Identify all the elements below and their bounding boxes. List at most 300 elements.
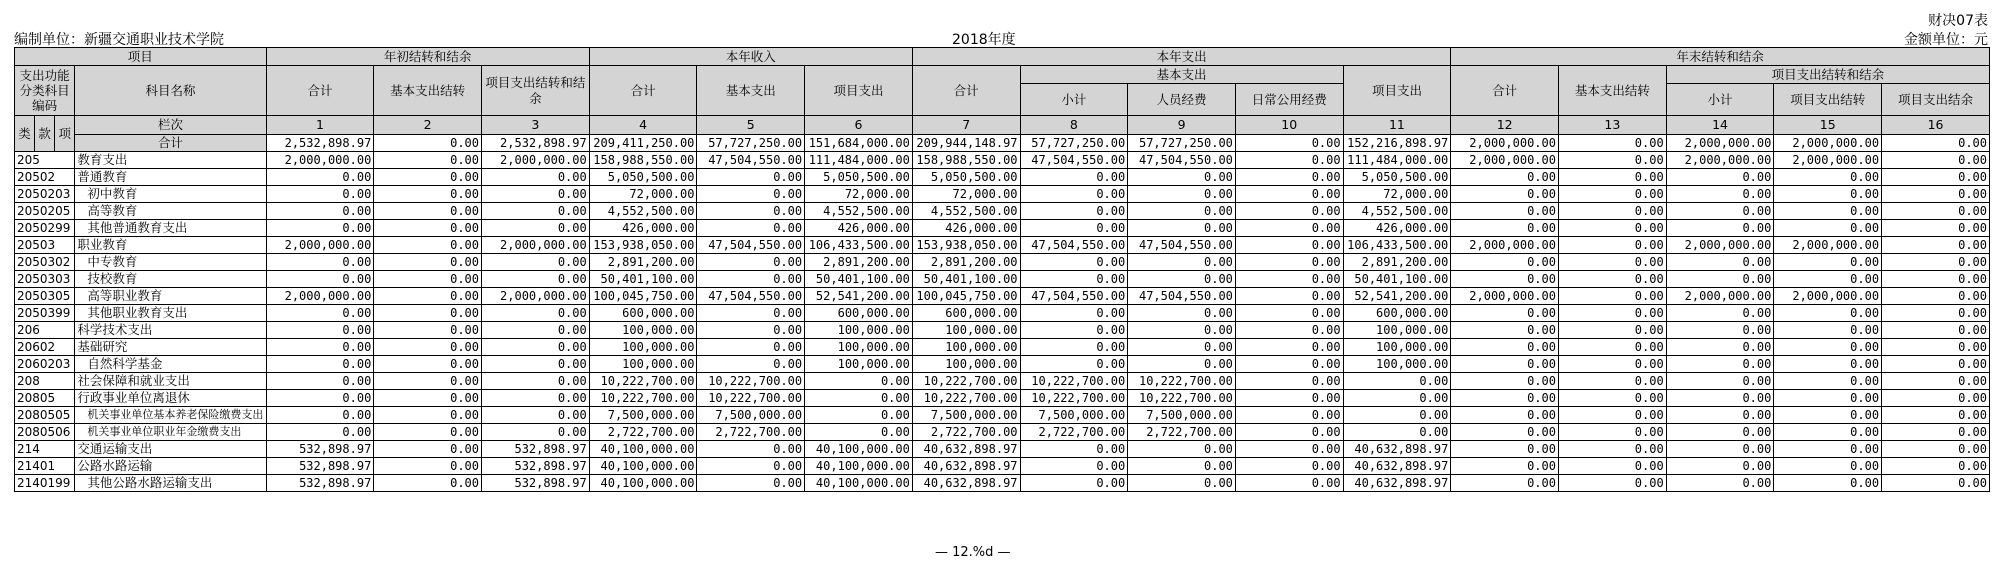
row-value: 0.00	[1451, 373, 1559, 390]
amount-unit: 金额单位：元	[1904, 32, 1988, 48]
row-value: 0.00	[374, 458, 482, 475]
row-code: 2140199	[15, 475, 75, 492]
row-value: 40,632,898.97	[912, 441, 1020, 458]
row-value: 10,222,700.00	[1128, 390, 1236, 407]
row-value: 2,000,000.00	[266, 288, 374, 305]
total-cell: 2,000,000.00	[1774, 135, 1882, 152]
row-value: 0.00	[1558, 152, 1666, 169]
row-code: 20502	[15, 169, 75, 186]
row-value: 2,722,700.00	[1020, 424, 1128, 441]
row-value: 600,000.00	[1343, 305, 1451, 322]
table-row	[15, 424, 1990, 441]
row-code: 20503	[15, 237, 75, 254]
col-end-proj-carry: 项目支出结转	[1774, 84, 1882, 116]
row-value: 2,000,000.00	[1666, 288, 1774, 305]
row-value: 0.00	[374, 407, 482, 424]
row-value: 0.00	[1774, 169, 1882, 186]
row-name: 行政事业单位离退休	[75, 390, 266, 407]
row-code: 2060203	[15, 356, 75, 373]
row-value: 5,050,500.00	[912, 169, 1020, 186]
table-row	[15, 203, 1990, 220]
row-value: 40,632,898.97	[1343, 475, 1451, 492]
row-value: 2,000,000.00	[1774, 152, 1882, 169]
row-code: 2050302	[15, 254, 75, 271]
row-value: 40,100,000.00	[805, 441, 913, 458]
row-value: 0.00	[1020, 322, 1128, 339]
row-value: 111,484,000.00	[1343, 152, 1451, 169]
row-value: 0.00	[266, 424, 374, 441]
row-name: 社会保障和就业支出	[75, 373, 266, 390]
row-value: 0.00	[1020, 356, 1128, 373]
table-row	[15, 152, 1990, 169]
col-number: 3	[482, 116, 590, 135]
row-value: 47,504,550.00	[697, 152, 805, 169]
row-value: 100,000.00	[805, 322, 913, 339]
row-value: 0.00	[266, 271, 374, 288]
row-value: 0.00	[1882, 220, 1990, 237]
row-value: 0.00	[1128, 475, 1236, 492]
table-row	[15, 186, 1990, 203]
row-name: 高等职业教育	[75, 288, 266, 305]
row-value: 0.00	[697, 339, 805, 356]
row-code: 2050299	[15, 220, 75, 237]
row-name: 其他公路水路运输支出	[75, 475, 266, 492]
row-code: 2050205	[15, 203, 75, 220]
row-value: 0.00	[1451, 441, 1559, 458]
row-code: 206	[15, 322, 75, 339]
row-value: 0.00	[1451, 458, 1559, 475]
row-value: 0.00	[266, 169, 374, 186]
row-code: 2050399	[15, 305, 75, 322]
row-value: 0.00	[482, 271, 590, 288]
row-value: 0.00	[1774, 356, 1882, 373]
row-value: 0.00	[1128, 169, 1236, 186]
row-value: 40,100,000.00	[805, 475, 913, 492]
row-value: 0.00	[1020, 475, 1128, 492]
row-value: 0.00	[374, 254, 482, 271]
row-value: 0.00	[1235, 458, 1343, 475]
row-value: 0.00	[1774, 458, 1882, 475]
row-value: 0.00	[1774, 322, 1882, 339]
row-value: 4,552,500.00	[805, 203, 913, 220]
row-value: 0.00	[374, 169, 482, 186]
org-name: 编制单位：新疆交通职业技术学院	[14, 32, 224, 48]
row-value: 0.00	[1774, 254, 1882, 271]
row-value: 158,988,550.00	[589, 152, 697, 169]
row-value: 0.00	[1451, 305, 1559, 322]
row-value: 0.00	[1235, 475, 1343, 492]
row-value: 600,000.00	[589, 305, 697, 322]
row-value: 0.00	[1882, 305, 1990, 322]
row-value: 0.00	[1558, 305, 1666, 322]
row-value: 106,433,500.00	[805, 237, 913, 254]
row-value: 100,000.00	[805, 339, 913, 356]
row-value: 426,000.00	[912, 220, 1020, 237]
row-name: 机关事业单位职业年金缴费支出	[75, 424, 266, 441]
row-value: 0.00	[1774, 441, 1882, 458]
row-value: 600,000.00	[912, 305, 1020, 322]
row-value: 5,050,500.00	[1343, 169, 1451, 186]
row-value: 100,000.00	[589, 356, 697, 373]
row-value: 40,632,898.97	[912, 458, 1020, 475]
row-value: 0.00	[1666, 186, 1774, 203]
row-value: 153,938,050.00	[589, 237, 697, 254]
row-value: 0.00	[374, 390, 482, 407]
col-number: 13	[1558, 116, 1666, 135]
form-code: 财决07表	[1928, 13, 1988, 29]
row-name: 中专教育	[75, 254, 266, 271]
table-row	[15, 475, 1990, 492]
table-row	[15, 220, 1990, 237]
col-number: 5	[697, 116, 805, 135]
col-end-total: 合计	[1451, 66, 1559, 116]
col-number: 7	[912, 116, 1020, 135]
total-cell: 2,532,898.97	[482, 135, 590, 152]
row-value: 0.00	[482, 322, 590, 339]
row-value: 0.00	[266, 356, 374, 373]
row-value: 7,500,000.00	[912, 407, 1020, 424]
row-value: 2,000,000.00	[482, 288, 590, 305]
row-code: 20602	[15, 339, 75, 356]
row-value: 0.00	[1666, 356, 1774, 373]
row-value: 52,541,200.00	[805, 288, 913, 305]
row-value: 0.00	[1020, 441, 1128, 458]
row-value: 50,401,100.00	[805, 271, 913, 288]
col-lei: 类	[15, 116, 35, 152]
row-value: 0.00	[266, 322, 374, 339]
row-value: 0.00	[697, 186, 805, 203]
total-cell: 2,000,000.00	[1666, 135, 1774, 152]
row-value: 0.00	[1882, 407, 1990, 424]
row-value: 0.00	[1666, 475, 1774, 492]
row-code: 205	[15, 152, 75, 169]
row-value: 47,504,550.00	[1128, 288, 1236, 305]
row-name: 基础研究	[75, 339, 266, 356]
table-row	[15, 390, 1990, 407]
col-lanci: 栏次	[75, 116, 266, 135]
row-value: 0.00	[1451, 356, 1559, 373]
row-value: 0.00	[374, 152, 482, 169]
row-value: 0.00	[1128, 220, 1236, 237]
row-value: 7,500,000.00	[1128, 407, 1236, 424]
row-value: 0.00	[1128, 271, 1236, 288]
col-xiang: 项	[55, 116, 75, 152]
col-number: 2	[374, 116, 482, 135]
row-value: 0.00	[1558, 237, 1666, 254]
row-value: 4,552,500.00	[589, 203, 697, 220]
row-value: 2,722,700.00	[697, 424, 805, 441]
row-value: 2,000,000.00	[1666, 152, 1774, 169]
row-value: 0.00	[374, 373, 482, 390]
row-name: 其他职业教育支出	[75, 305, 266, 322]
total-cell: 57,727,250.00	[1020, 135, 1128, 152]
row-code: 208	[15, 373, 75, 390]
row-value: 2,000,000.00	[1451, 288, 1559, 305]
row-value: 2,000,000.00	[482, 237, 590, 254]
row-value: 0.00	[1558, 407, 1666, 424]
group-income: 本年收入	[589, 48, 912, 66]
row-value: 5,050,500.00	[805, 169, 913, 186]
row-value: 0.00	[1235, 441, 1343, 458]
row-name: 自然科学基金	[75, 356, 266, 373]
row-value: 0.00	[482, 356, 590, 373]
row-value: 0.00	[1128, 356, 1236, 373]
row-name: 技校教育	[75, 271, 266, 288]
col-code: 支出功能分类科目编码	[15, 66, 75, 116]
row-value: 0.00	[374, 203, 482, 220]
row-value: 0.00	[1020, 339, 1128, 356]
row-value: 0.00	[697, 203, 805, 220]
row-value: 0.00	[697, 305, 805, 322]
table-row	[15, 169, 1990, 186]
row-value: 0.00	[1558, 271, 1666, 288]
row-value: 0.00	[1882, 390, 1990, 407]
row-value: 0.00	[697, 356, 805, 373]
row-value: 0.00	[805, 424, 913, 441]
row-value: 0.00	[1666, 339, 1774, 356]
total-cell: 57,727,250.00	[1128, 135, 1236, 152]
row-value: 0.00	[1666, 424, 1774, 441]
row-value: 0.00	[1774, 390, 1882, 407]
row-code: 2050305	[15, 288, 75, 305]
col-beg-proj: 项目支出结转和结余	[482, 66, 590, 116]
row-value: 0.00	[266, 339, 374, 356]
row-value: 0.00	[1882, 458, 1990, 475]
row-value: 0.00	[1882, 356, 1990, 373]
row-value: 0.00	[1235, 152, 1343, 169]
total-cell: 2,000,000.00	[1451, 135, 1559, 152]
row-value: 0.00	[1558, 339, 1666, 356]
row-value: 0.00	[1774, 373, 1882, 390]
row-value: 0.00	[1558, 475, 1666, 492]
row-value: 100,000.00	[805, 356, 913, 373]
row-name: 交通运输支出	[75, 441, 266, 458]
row-value: 47,504,550.00	[1128, 237, 1236, 254]
total-cell: 151,684,000.00	[805, 135, 913, 152]
row-value: 0.00	[1235, 390, 1343, 407]
group-ending: 年末结转和结余	[1451, 48, 1990, 66]
table-row	[15, 373, 1990, 390]
row-value: 0.00	[1558, 373, 1666, 390]
row-value: 0.00	[1882, 424, 1990, 441]
final-accounts-table	[14, 47, 1990, 492]
row-value: 532,898.97	[266, 458, 374, 475]
row-value: 0.00	[697, 458, 805, 475]
row-value: 0.00	[1235, 220, 1343, 237]
row-value: 158,988,550.00	[912, 152, 1020, 169]
total-cell: 0.00	[1235, 135, 1343, 152]
group-item: 项目	[15, 48, 267, 66]
row-value: 52,541,200.00	[1343, 288, 1451, 305]
total-cell: 0.00	[374, 135, 482, 152]
row-code: 21401	[15, 458, 75, 475]
row-value: 0.00	[805, 390, 913, 407]
row-value: 7,500,000.00	[589, 407, 697, 424]
row-value: 426,000.00	[805, 220, 913, 237]
row-value: 0.00	[266, 220, 374, 237]
col-number: 6	[805, 116, 913, 135]
table-row	[15, 288, 1990, 305]
row-value: 0.00	[1451, 203, 1559, 220]
row-value: 0.00	[1666, 458, 1774, 475]
row-value: 47,504,550.00	[1020, 152, 1128, 169]
row-code: 214	[15, 441, 75, 458]
row-value: 0.00	[374, 441, 482, 458]
row-value: 0.00	[1020, 186, 1128, 203]
col-exp-total: 合计	[912, 66, 1020, 116]
row-value: 0.00	[266, 186, 374, 203]
row-value: 0.00	[697, 322, 805, 339]
row-value: 0.00	[1774, 305, 1882, 322]
row-value: 10,222,700.00	[1020, 373, 1128, 390]
row-value: 100,000.00	[589, 322, 697, 339]
row-value: 47,504,550.00	[697, 288, 805, 305]
total-cell: 209,411,250.00	[589, 135, 697, 152]
row-value: 0.00	[1666, 373, 1774, 390]
row-value: 0.00	[1882, 203, 1990, 220]
row-value: 0.00	[482, 186, 590, 203]
row-value: 0.00	[482, 220, 590, 237]
total-label: 合计	[75, 135, 266, 152]
row-value: 0.00	[1020, 271, 1128, 288]
row-value: 2,000,000.00	[1666, 237, 1774, 254]
total-cell: 209,944,148.97	[912, 135, 1020, 152]
row-value: 0.00	[374, 305, 482, 322]
row-value: 10,222,700.00	[1128, 373, 1236, 390]
col-inc-proj: 项目支出	[805, 66, 913, 116]
col-inc-basic: 基本支出	[697, 66, 805, 116]
row-value: 10,222,700.00	[697, 373, 805, 390]
row-value: 0.00	[1882, 441, 1990, 458]
row-value: 0.00	[697, 254, 805, 271]
table-row	[15, 271, 1990, 288]
row-value: 0.00	[1774, 203, 1882, 220]
row-value: 2,000,000.00	[266, 152, 374, 169]
row-value: 532,898.97	[266, 441, 374, 458]
row-value: 106,433,500.00	[1343, 237, 1451, 254]
row-value: 0.00	[1882, 288, 1990, 305]
row-value: 0.00	[1774, 339, 1882, 356]
col-inc-total: 合计	[589, 66, 697, 116]
col-number: 9	[1128, 116, 1236, 135]
col-end-basic: 基本支出结转	[1558, 66, 1666, 116]
row-code: 2050303	[15, 271, 75, 288]
row-value: 0.00	[1235, 254, 1343, 271]
row-value: 0.00	[1558, 186, 1666, 203]
table-row	[15, 458, 1990, 475]
row-value: 0.00	[697, 220, 805, 237]
row-value: 4,552,500.00	[1343, 203, 1451, 220]
row-value: 532,898.97	[482, 458, 590, 475]
row-code: 20805	[15, 390, 75, 407]
row-value: 0.00	[1235, 271, 1343, 288]
col-end-proj-surplus: 项目支出结余	[1882, 84, 1990, 116]
row-code: 2080505	[15, 407, 75, 424]
row-value: 100,000.00	[589, 339, 697, 356]
row-value: 10,222,700.00	[589, 373, 697, 390]
row-value: 0.00	[1774, 475, 1882, 492]
row-value: 0.00	[697, 441, 805, 458]
col-basic-subtotal: 小计	[1020, 84, 1128, 116]
row-value: 153,938,050.00	[912, 237, 1020, 254]
row-value: 2,000,000.00	[1451, 152, 1559, 169]
row-value: 0.00	[1882, 237, 1990, 254]
row-value: 0.00	[1451, 186, 1559, 203]
row-value: 0.00	[374, 220, 482, 237]
table-row	[15, 305, 1990, 322]
table-row	[15, 407, 1990, 424]
row-value: 2,891,200.00	[912, 254, 1020, 271]
row-value: 40,100,000.00	[589, 458, 697, 475]
row-value: 0.00	[1235, 305, 1343, 322]
row-value: 0.00	[374, 288, 482, 305]
total-cell: 2,532,898.97	[266, 135, 374, 152]
row-value: 0.00	[374, 271, 482, 288]
row-name: 机关事业单位基本养老保险缴费支出	[75, 407, 266, 424]
row-value: 100,000.00	[912, 356, 1020, 373]
row-value: 111,484,000.00	[805, 152, 913, 169]
row-value: 2,891,200.00	[589, 254, 697, 271]
row-value: 0.00	[1882, 152, 1990, 169]
row-value: 40,632,898.97	[1343, 441, 1451, 458]
row-name: 普通教育	[75, 169, 266, 186]
row-value: 0.00	[1235, 424, 1343, 441]
row-value: 0.00	[482, 254, 590, 271]
row-value: 0.00	[1774, 424, 1882, 441]
row-value: 0.00	[1128, 186, 1236, 203]
row-value: 0.00	[1451, 254, 1559, 271]
col-number: 15	[1774, 116, 1882, 135]
row-value: 0.00	[1882, 339, 1990, 356]
row-value: 0.00	[1235, 407, 1343, 424]
row-value: 0.00	[805, 373, 913, 390]
row-value: 100,045,750.00	[912, 288, 1020, 305]
row-value: 0.00	[1558, 322, 1666, 339]
row-value: 0.00	[1558, 390, 1666, 407]
row-value: 0.00	[1774, 271, 1882, 288]
row-code: 2050203	[15, 186, 75, 203]
row-value: 0.00	[482, 339, 590, 356]
row-value: 0.00	[1666, 441, 1774, 458]
row-value: 0.00	[1451, 322, 1559, 339]
row-name: 高等教育	[75, 203, 266, 220]
group-beginning: 年初结转和结余	[266, 48, 589, 66]
row-value: 0.00	[1128, 203, 1236, 220]
col-number: 14	[1666, 116, 1774, 135]
row-value: 2,722,700.00	[912, 424, 1020, 441]
row-value: 0.00	[1666, 390, 1774, 407]
table-row	[15, 254, 1990, 271]
row-value: 0.00	[1451, 475, 1559, 492]
row-value: 0.00	[1128, 322, 1236, 339]
row-value: 0.00	[1020, 458, 1128, 475]
row-value: 0.00	[1558, 441, 1666, 458]
row-value: 532,898.97	[482, 475, 590, 492]
row-value: 0.00	[1666, 271, 1774, 288]
row-value: 0.00	[1558, 424, 1666, 441]
row-value: 40,100,000.00	[589, 475, 697, 492]
col-exp-proj: 项目支出	[1343, 66, 1451, 116]
col-number: 4	[589, 116, 697, 135]
row-value: 2,722,700.00	[1128, 424, 1236, 441]
row-value: 50,401,100.00	[912, 271, 1020, 288]
row-value: 0.00	[1451, 169, 1559, 186]
row-value: 0.00	[805, 407, 913, 424]
row-value: 10,222,700.00	[912, 390, 1020, 407]
row-value: 2,000,000.00	[1774, 237, 1882, 254]
row-value: 426,000.00	[1343, 220, 1451, 237]
col-kuan: 款	[35, 116, 55, 152]
